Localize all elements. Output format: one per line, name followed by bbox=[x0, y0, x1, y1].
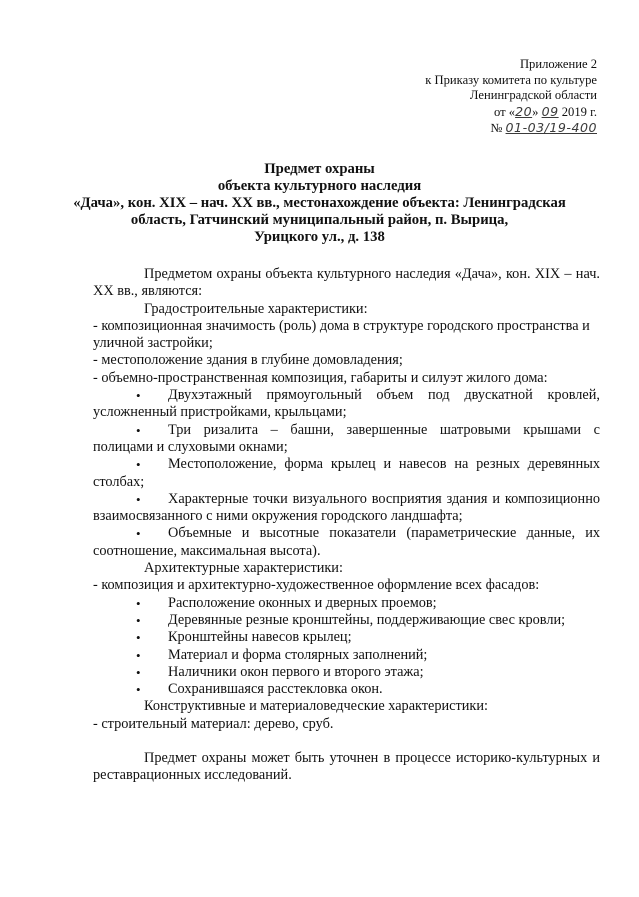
bullet-icon: • bbox=[136, 630, 141, 646]
arch-heading: Архитектурные характеристики: bbox=[144, 560, 343, 577]
bullet-icon: • bbox=[136, 388, 141, 404]
arch-bullet-5: • Наличники окон первого и второго этажа; bbox=[136, 663, 424, 680]
document-body bbox=[93, 266, 600, 785]
bullet-icon: • bbox=[136, 682, 141, 698]
constr-heading: Конструктивные и материаловедческие характеристики: bbox=[144, 698, 488, 715]
appendix-title: Приложение 2 bbox=[519, 57, 597, 71]
paragraph-gap bbox=[93, 733, 600, 750]
intro-paragraph: Предметом охраны объекта культурного наследия «Дача», кон. XIX – нач. XX вв., являются: bbox=[93, 266, 600, 300]
handwritten-month: 09 bbox=[541, 103, 559, 119]
bullet-icon: • bbox=[136, 612, 141, 628]
urban-bullet-3: • Местоположение, форма крылец и навесов на резных деревянных столбах; bbox=[93, 456, 600, 490]
bullet-icon: • bbox=[136, 595, 141, 611]
appendix-region: Ленинградской области bbox=[469, 88, 597, 102]
bullet-icon: • bbox=[136, 526, 141, 542]
bullet-icon: • bbox=[136, 664, 141, 680]
arch-bullet-1: • Расположение оконных и дверных проемов; bbox=[136, 594, 437, 611]
urban-bullet-5: • Объемные и высотные показатели (параметрические данные, их соотношение, максимальная высота). bbox=[93, 525, 600, 559]
urban-bullet-2: • Три ризалита – башни, завершенные шатровыми крышами с полицами и слуховыми окнами; bbox=[93, 421, 600, 455]
urban-bullet-1: • Двухэтажный прямоугольный объем под двускатной кровлей, усложненный пристройками, крыльцами; bbox=[93, 387, 600, 421]
appendix-order-ref: к Приказу комитета по культуре bbox=[425, 72, 597, 87]
urban-item-1: - композиционная значимость (роль) дома в структуре городского пространства и уличной застройки; bbox=[93, 317, 590, 352]
bullet-icon: • bbox=[136, 647, 141, 663]
bullet-icon: • bbox=[136, 457, 141, 473]
handwritten-day: 20 bbox=[515, 103, 533, 119]
document-title: Предмет охраны объекта культурного наследия «Дача», кон. XIX – нач. XX вв., местонахождение объекта: Ленинградская область, Гатчинский муниципальный район, п. Вырица, Урицкого ул., д. 138 bbox=[73, 161, 566, 245]
urban-item-3: - объемно-пространственная композиция, габариты и силуэт жилого дома: bbox=[93, 369, 548, 386]
closing-paragraph: Предмет охраны может быть уточнен в процессе историко-культурных и реставрационных исследований. bbox=[93, 750, 600, 784]
urban-item-2: - местоположение здания в глубине домовладения; bbox=[93, 352, 403, 369]
appendix-date: от «20» 09 2019 г. bbox=[494, 103, 597, 119]
handwritten-number: 01-03/19-400 bbox=[505, 120, 597, 135]
arch-bullet-6: • Сохранившаяся расстекловка окон. bbox=[136, 681, 383, 698]
bullet-icon: • bbox=[136, 491, 141, 507]
appendix-number: № 01-03/19-400 bbox=[490, 120, 597, 135]
arch-item: - композиция и архитектурно-художественное оформление всех фасадов: bbox=[93, 577, 540, 594]
arch-bullet-4: • Материал и форма столярных заполнений; bbox=[136, 646, 428, 663]
bullet-icon: • bbox=[136, 422, 141, 438]
appendix-header bbox=[425, 57, 597, 137]
urban-heading: Градостроительные характеристики: bbox=[144, 300, 368, 317]
constr-item: - строительный материал: дерево, сруб. bbox=[93, 715, 334, 732]
urban-bullet-4: • Характерные точки визуального восприятия здания и композиционно взаимосвязанного с ними окружения городского ландшафта; bbox=[93, 490, 600, 525]
arch-bullet-2: • Деревянные резные кронштейны, поддерживающие свес кровли; bbox=[136, 611, 566, 628]
arch-bullet-3: • Кронштейны навесов крылец; bbox=[136, 629, 352, 646]
